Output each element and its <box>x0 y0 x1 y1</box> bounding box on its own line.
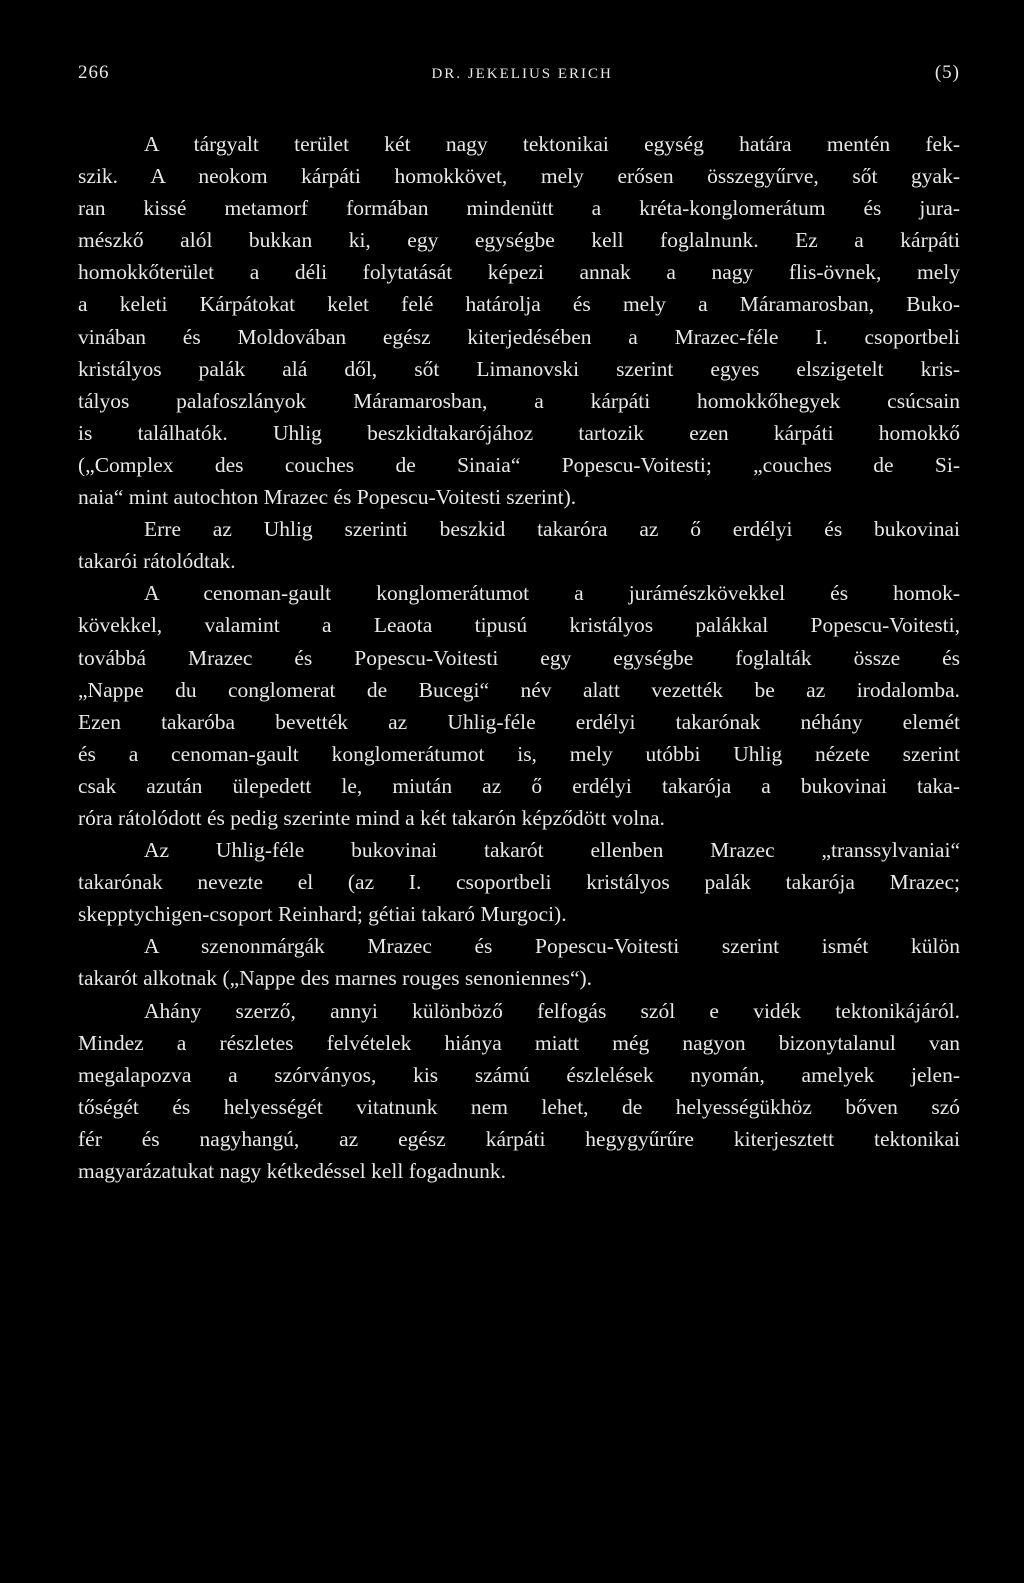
text-line: kristályos palák alá dől, sőt Limanovski szerint egyes elszigetelt kris- <box>78 356 960 381</box>
text-line: szik. A neokom kárpáti homokkövet, mely erősen összegyűrve, sőt gyak- <box>78 164 960 189</box>
text-line: skepptychigen-csoport Reinhard; gétiai takaró Murgoci). <box>78 902 567 927</box>
text-line: ran kissé metamorf formában mindenütt a kréta-konglomerátum és jura- <box>78 196 960 221</box>
text-line: Mindez a részletes felvételek hiánya miatt még nagyon bizonytalanul van <box>78 1030 960 1055</box>
text-line: takarónak nevezte el (az I. csoportbeli kristályos palák takarója Mrazec; <box>78 870 960 895</box>
text-line: kövekkel, valamint a Leaota tipusú kristályos palákkal Popescu-Voitesti, <box>78 613 960 638</box>
section-number: (5) <box>934 62 960 83</box>
text-line: vinában és Moldovában egész kiterjedésében a Mrazec-féle I. csoportbeli <box>78 324 960 349</box>
body-text <box>78 128 960 1187</box>
text-line: A szenonmárgák Mrazec és Popescu-Voitesti szerint ismét külön <box>144 934 960 959</box>
text-line: A tárgyalt terület két nagy tektonikai egység határa mentén fek- <box>144 132 960 156</box>
page <box>78 62 960 1187</box>
text-line: A cenoman-gault konglomerátumot a jurámészkövekkel és homok- <box>144 581 960 606</box>
page-header <box>78 62 960 84</box>
text-line: mészkő alól bukkan ki, egy egységbe kell foglalnunk. Ez a kárpáti <box>78 228 960 253</box>
text-line: Ahány szerző, annyi különböző felfogás szól e vidék tektonikájáról. <box>144 998 960 1023</box>
text-line: csak azután ülepedett le, miután az ő erdélyi takarója a bukovinai taka- <box>78 773 960 798</box>
text-line: a keleti Kárpátokat kelet felé határolja és mely a Máramarosban, Buko- <box>78 292 960 317</box>
text-line: takarót alkotnak („Nappe des marnes rouges senoniennes“). <box>78 966 593 991</box>
text-line: róra rátolódott és pedig szerinte mind a két takarón képződött volna. <box>78 805 665 830</box>
text-line: Erre az Uhlig szerinti beszkid takaróra az ő erdélyi és bukovinai <box>144 517 960 542</box>
text-line: takarói rátolódtak. <box>78 549 236 574</box>
text-line: „Nappe du conglomerat de Bucegi“ név alatt vezették be az irodalomba. <box>78 677 960 702</box>
text-line: („Complex des couches de Sinaia“ Popescu-Voitesti; „couches de Si- <box>78 452 960 477</box>
text-line: Ezen takaróba bevették az Uhlig-féle erdélyi takarónak néhány elemét <box>78 709 960 734</box>
text-line: Az Uhlig-féle bukovinai takarót ellenben Mrazec „transsylvaniai“ <box>144 838 960 863</box>
text-line: tőségét és helyességét vitatnunk nem lehet, de helyességükhöz bőven szó <box>78 1094 960 1119</box>
text-line: és a cenoman-gault konglomerátumot is, mely utóbbi Uhlig nézete szerint <box>78 741 960 766</box>
text-line: fér és nagyhangú, az egész kárpáti hegygyűrűre kiterjesztett tektonikai <box>78 1126 960 1151</box>
text-line: tályos palafoszlányok Máramarosban, a kárpáti homokkőhegyek csúcsain <box>78 388 960 413</box>
text-line: megalapozva a szórványos, kis számú észlelések nyomán, amelyek jelen- <box>78 1062 960 1087</box>
running-title: DR. JEKELIUS ERICH <box>431 66 613 82</box>
page-number: 266 <box>78 62 110 83</box>
text-line: továbbá Mrazec és Popescu-Voitesti egy egységbe foglalták össze és <box>78 645 960 670</box>
text-line: magyarázatukat nagy kétkedéssel kell fogadnunk. <box>78 1159 507 1183</box>
text-line: naia“ mint autochton Mrazec és Popescu-Voitesti szerint). <box>78 485 577 510</box>
text-line: homokkőterület a déli folytatását képezi annak a nagy flis-övnek, mely <box>78 260 960 285</box>
text-line: is találhatók. Uhlig beszkidtakarójához tartozik ezen kárpáti homokkő <box>78 420 960 445</box>
